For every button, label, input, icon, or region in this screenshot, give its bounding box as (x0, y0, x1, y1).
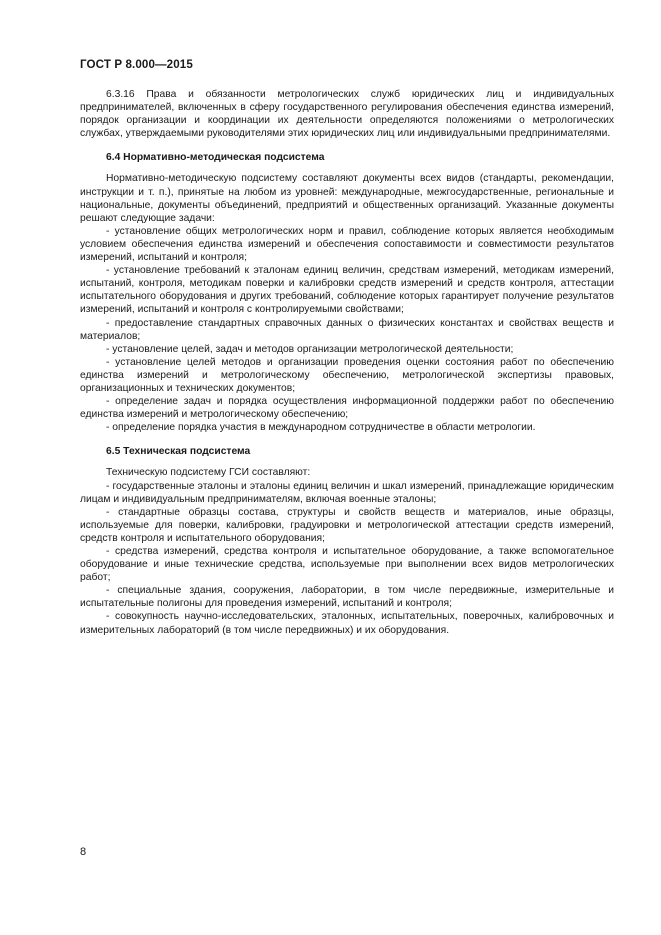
section-6-4-intro: Нормативно-методическую подсистему составляют документы всех видов (стандарты, рекомендации, инструкции и т. п.), принятые на любом из уровней: международные, межгосударственные, региональные и национальные, документы объединений, предприятий и общественных организаций. Указанные документы решают следующие задачи: (80, 173, 614, 224)
document-header: ГОСТ Р 8.000—2015 (80, 58, 193, 71)
list-item: - стандартные образцы состава, структуры и свойств веществ и материалов, иные образцы, используемые для поверки, калибровки, градуировки и метрологической аттестации средств измерений, средств контроля и испытательного оборудования; (80, 506, 614, 544)
list-item: - определение порядка участия в международном сотрудничестве в области метрологии. (106, 422, 536, 434)
list-item: - специальные здания, сооружения, лаборатории, в том числе передвижные, измерительные и испытательные полигоны для проведения измерений, испытаний и контроля; (80, 585, 614, 610)
list-item: - установление целей методов и организации проведения оценки состояния работ по обеспечению единства измерений и метрологическому обеспечению, метрологической экспертизы правовых, организационных и технических документов; (80, 356, 614, 394)
list-item: - установление общих метрологических норм и правил, соблюдение которых является необходимым условием обеспечения единства измерений и обеспечения сопоставимости и совместимости результатов измерений, испытаний и контроля; (80, 225, 614, 264)
list-item: - определение задач и порядка осуществления информационной поддержки работ по обеспечению единства измерений и метрологическому обеспечению; (80, 396, 614, 421)
section-heading-6-4: 6.4 Нормативно-методическая подсистема (106, 152, 325, 164)
list-item: - установление целей, задач и методов организации метрологической деятельности; (106, 343, 514, 355)
page-content (80, 88, 614, 637)
section-heading-6-5: 6.5 Техническая подсистема (106, 446, 251, 458)
clause-6-3-16: 6.3.16 Права и обязанности метрологических служб юридических лиц и индивидуальных предпринимателей, включенных в сферу государственного регулирования обеспечения единства измерений, порядок организации и координации их деятельности определяются положениями о метрологических службах, утверждаемыми руководителями этих юридических лиц или индивидуальными предпринимателями. (80, 89, 614, 140)
list-item: - государственные эталоны и эталоны единиц величин и шкал измерений, принадлежащие юридическим лицам и индивидуальным предпринимателям, включая военные эталоны; (80, 480, 614, 505)
page-number: 8 (80, 846, 87, 858)
list-item: - установление требований к эталонам единиц величин, средствам измерений, методикам измерений, испытаний, контроля, методикам поверки и калибровки средств измерений и средств контроля, аттестации испытательного оборудования и других требований, соблюдение которых гарантирует получение результатов измерений, испытаний и контроля с контролируемыми свойствами; (80, 265, 614, 316)
list-item: - совокупность научно-исследовательских, эталонных, испытательных, поверочных, калибровочных и измерительных лабораторий (в том числе передвижных) и их оборудования. (80, 611, 614, 636)
list-item: - средства измерений, средства контроля и испытательное оборудование, а также вспомогательное оборудование и иные технические средства, используемые при выполнении всех видов метрологических работ; (80, 546, 614, 584)
section-6-5-intro: Техническую подсистему ГСИ составляют: (106, 467, 311, 479)
list-item: - предоставление стандартных справочных данных о физических константах и свойствах веществ и материалов; (80, 317, 614, 342)
